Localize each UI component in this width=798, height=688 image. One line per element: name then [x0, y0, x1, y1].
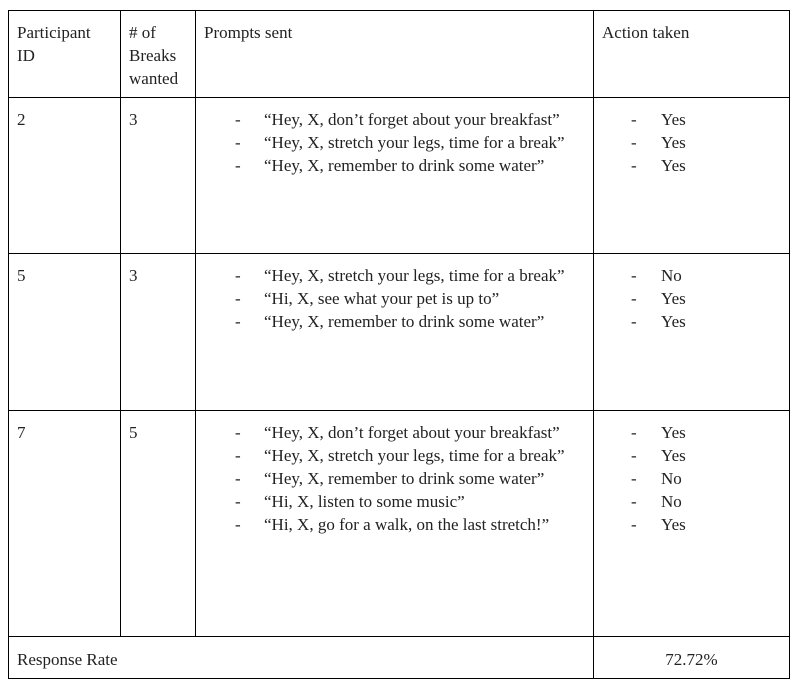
prompt-item: - “Hey, X, stretch your legs, time for a break”: [204, 444, 585, 467]
prompt-item: - “Hi, X, see what your pet is up to”: [204, 287, 585, 310]
action-item: - Yes: [602, 108, 781, 131]
prompts-list: [204, 421, 585, 536]
actions-list: [602, 264, 781, 333]
prompt-item: - “Hey, X, stretch your legs, time for a break”: [204, 131, 585, 154]
response-rate-value: 72.72%: [594, 637, 790, 679]
action-item: - Yes: [602, 154, 781, 177]
header-prompts-sent: Prompts sent: [196, 11, 594, 98]
breaks-wanted-cell: 5: [121, 411, 196, 637]
actions-cell: [594, 254, 790, 411]
response-rate-label: Response Rate: [9, 637, 594, 679]
header-participant-id: Participant ID: [9, 11, 121, 98]
prompt-item: - “Hey, X, remember to drink some water”: [204, 310, 585, 333]
prompt-item: - “Hey, X, remember to drink some water”: [204, 467, 585, 490]
action-item: - Yes: [602, 310, 781, 333]
prompt-item: - “Hi, X, go for a walk, on the last stretch!”: [204, 513, 585, 536]
prompt-item: - “Hey, X, don’t forget about your breakfast”: [204, 108, 585, 131]
prompt-item: - “Hey, X, remember to drink some water”: [204, 154, 585, 177]
prompt-item: - “Hey, X, don’t forget about your breakfast”: [204, 421, 585, 444]
header-breaks-wanted: # of Breaks wanted: [121, 11, 196, 98]
prompts-cell: [196, 411, 594, 637]
prompt-item: - “Hey, X, stretch your legs, time for a break”: [204, 264, 585, 287]
actions-list: [602, 421, 781, 536]
action-item: - No: [602, 490, 781, 513]
participant-prompts-table: [8, 10, 790, 679]
actions-cell: [594, 98, 790, 254]
table-row: [9, 254, 790, 411]
actions-cell: [594, 411, 790, 637]
action-item: - Yes: [602, 513, 781, 536]
action-item: - Yes: [602, 131, 781, 154]
table-row: [9, 411, 790, 637]
participant-id-cell: 5: [9, 254, 121, 411]
prompts-list: [204, 108, 585, 177]
breaks-wanted-cell: 3: [121, 98, 196, 254]
participant-id-cell: 2: [9, 98, 121, 254]
prompts-list: [204, 264, 585, 333]
participant-id-cell: 7: [9, 411, 121, 637]
response-rate-row: [9, 637, 790, 679]
prompts-cell: [196, 98, 594, 254]
action-item: - No: [602, 264, 781, 287]
action-item: - Yes: [602, 421, 781, 444]
breaks-wanted-cell: 3: [121, 254, 196, 411]
actions-list: [602, 108, 781, 177]
table-row: [9, 98, 790, 254]
prompt-item: - “Hi, X, listen to some music”: [204, 490, 585, 513]
action-item: - Yes: [602, 444, 781, 467]
action-item: - No: [602, 467, 781, 490]
action-item: - Yes: [602, 287, 781, 310]
header-action-taken: Action taken: [594, 11, 790, 98]
header-row: [9, 11, 790, 98]
prompts-cell: [196, 254, 594, 411]
